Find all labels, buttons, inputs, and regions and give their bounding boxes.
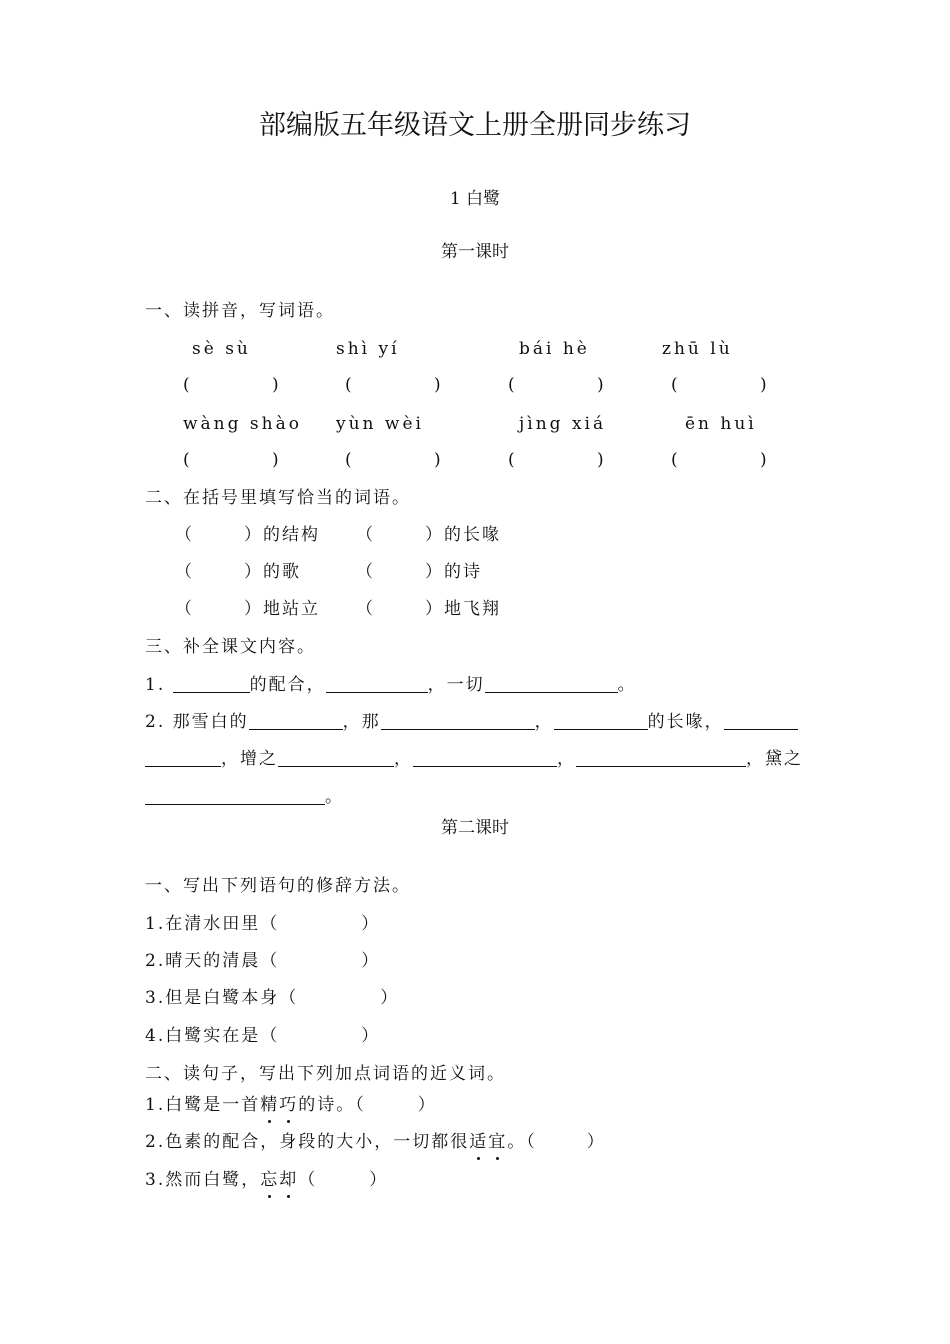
text-fragment: ， (534, 712, 554, 732)
blank-line[interactable] (145, 786, 325, 805)
text-fragment: ，黛之 (746, 749, 803, 769)
text-fragment: 。 (325, 787, 344, 807)
pinyin-item: ēn huì (685, 414, 757, 434)
answer-paren-open: ( (183, 450, 190, 470)
blank-line[interactable] (326, 674, 428, 693)
pinyin-item: shì yí (336, 339, 400, 359)
pinyin-item: jìng xiá (519, 414, 607, 434)
p2-section-2-heading: 二、读句子，写出下列加点词语的近义词。 (145, 1064, 506, 1084)
answer-paren-close: ) (434, 450, 441, 470)
item-text: 4.白鹭实在是（ (145, 1026, 280, 1046)
fill-item: ）的长喙 (425, 525, 501, 545)
blank-line[interactable] (724, 711, 798, 730)
paren-close: ） (380, 988, 400, 1008)
answer-paren-open: ( (508, 375, 515, 395)
answer-paren-close: ) (597, 375, 604, 395)
period-one-title: 第一课时 (441, 242, 509, 262)
answer-paren-close: ) (760, 375, 767, 395)
pinyin-item: bái hè (519, 339, 590, 359)
item-text: 1.在清水田里（ (145, 914, 280, 934)
text-fragment: ， (557, 749, 576, 769)
fill-item: ）的诗 (425, 562, 482, 582)
complete-line-1 (145, 674, 637, 696)
fill-open: （ (356, 562, 373, 582)
page-title: 部编版五年级语文上册全册同步练习 (259, 110, 691, 141)
fill-open: （ (175, 599, 192, 619)
item-number: 1. (145, 675, 166, 695)
item-text: 。（ (507, 1132, 537, 1152)
answer-paren-open: ( (671, 450, 678, 470)
pinyin-item: sè sù (192, 339, 251, 359)
rhetoric-item (145, 987, 399, 1009)
item-text: 2.晴天的清晨（ (145, 951, 280, 971)
rhetoric-item (145, 1025, 380, 1047)
dotted-char: 忘 (260, 1170, 280, 1190)
paren-close: ） (369, 1170, 389, 1190)
rhetoric-item (145, 913, 380, 935)
blank-line[interactable] (554, 711, 648, 730)
item-number: 2. (145, 712, 166, 732)
section-2-heading: 二、在括号里填写恰当的词语。 (145, 488, 411, 508)
blank-line[interactable] (173, 674, 250, 693)
dotted-char: 宜 (488, 1132, 508, 1152)
blank-line[interactable] (145, 748, 221, 767)
section-1-heading: 一、读拼音，写词语。 (145, 301, 335, 321)
paren-close: ） (361, 951, 381, 971)
lesson-title: 1 白鹭 (449, 189, 501, 209)
text-fragment: 的配合， (249, 675, 326, 695)
answer-paren-close: ) (272, 450, 279, 470)
text-fragment: ，增之 (221, 749, 278, 769)
complete-line-3 (145, 748, 803, 770)
text-fragment: 那雪白的 (172, 712, 249, 732)
item-text: 3.然而白鹭， (145, 1170, 261, 1190)
answer-paren-close: ) (272, 375, 279, 395)
item-text: 3.但是白鹭本身（ (145, 988, 299, 1008)
fill-open: （ (356, 599, 373, 619)
p2-section-1-heading: 一、写出下列语句的修辞方法。 (145, 876, 411, 896)
rhetoric-item (145, 950, 380, 972)
blank-line[interactable] (485, 674, 618, 693)
fill-item: ）地站立 (244, 599, 320, 619)
fill-open: （ (356, 525, 373, 545)
blank-line[interactable] (278, 748, 394, 767)
pinyin-item: zhū lù (662, 339, 733, 359)
section-3-heading: 三、补全课文内容。 (145, 637, 316, 657)
paren-close: ） (417, 1095, 437, 1115)
item-text: （ (298, 1170, 318, 1190)
blank-line[interactable] (249, 711, 343, 730)
blank-line[interactable] (381, 711, 535, 730)
text-fragment: ， (394, 749, 413, 769)
answer-paren-close: ) (434, 375, 441, 395)
pinyin-item: yùn wèi (336, 414, 424, 434)
period-two-title: 第二课时 (441, 818, 509, 838)
answer-paren-open: ( (183, 375, 190, 395)
fill-item: ）地飞翔 (425, 599, 501, 619)
paren-close: ） (361, 1026, 381, 1046)
paren-close: ） (586, 1132, 606, 1152)
item-text: 2.色素的配合，身段的大小，一切都很 (145, 1132, 470, 1152)
complete-line-4 (145, 786, 344, 808)
paren-close: ） (361, 914, 381, 934)
blank-line[interactable] (413, 748, 557, 767)
blank-line[interactable] (576, 748, 746, 767)
item-text: 的诗。（ (298, 1095, 366, 1115)
fill-open: （ (175, 525, 192, 545)
answer-paren-open: ( (345, 375, 352, 395)
complete-line-2 (145, 711, 798, 733)
dotted-char: 适 (469, 1132, 489, 1152)
pinyin-item: wàng shào (183, 414, 302, 434)
dotted-char: 精 (260, 1095, 280, 1115)
answer-paren-close: ) (760, 450, 767, 470)
dotted-char: 巧 (279, 1095, 299, 1115)
answer-paren-open: ( (508, 450, 515, 470)
synonym-item (145, 1131, 606, 1153)
synonym-item (145, 1094, 437, 1116)
fill-item: ）的歌 (244, 562, 301, 582)
answer-paren-open: ( (671, 375, 678, 395)
synonym-item (145, 1169, 388, 1191)
fill-item: ）的结构 (244, 525, 320, 545)
text-fragment: 的长喙， (647, 712, 724, 732)
answer-paren-open: ( (345, 450, 352, 470)
fill-open: （ (175, 562, 192, 582)
text-fragment: 。 (617, 675, 637, 695)
text-fragment: ，那 (342, 712, 381, 732)
dotted-char: 却 (279, 1170, 299, 1190)
item-text: 1.白鹭是一首 (145, 1095, 261, 1115)
answer-paren-close: ) (597, 450, 604, 470)
text-fragment: ，一切 (427, 675, 485, 695)
